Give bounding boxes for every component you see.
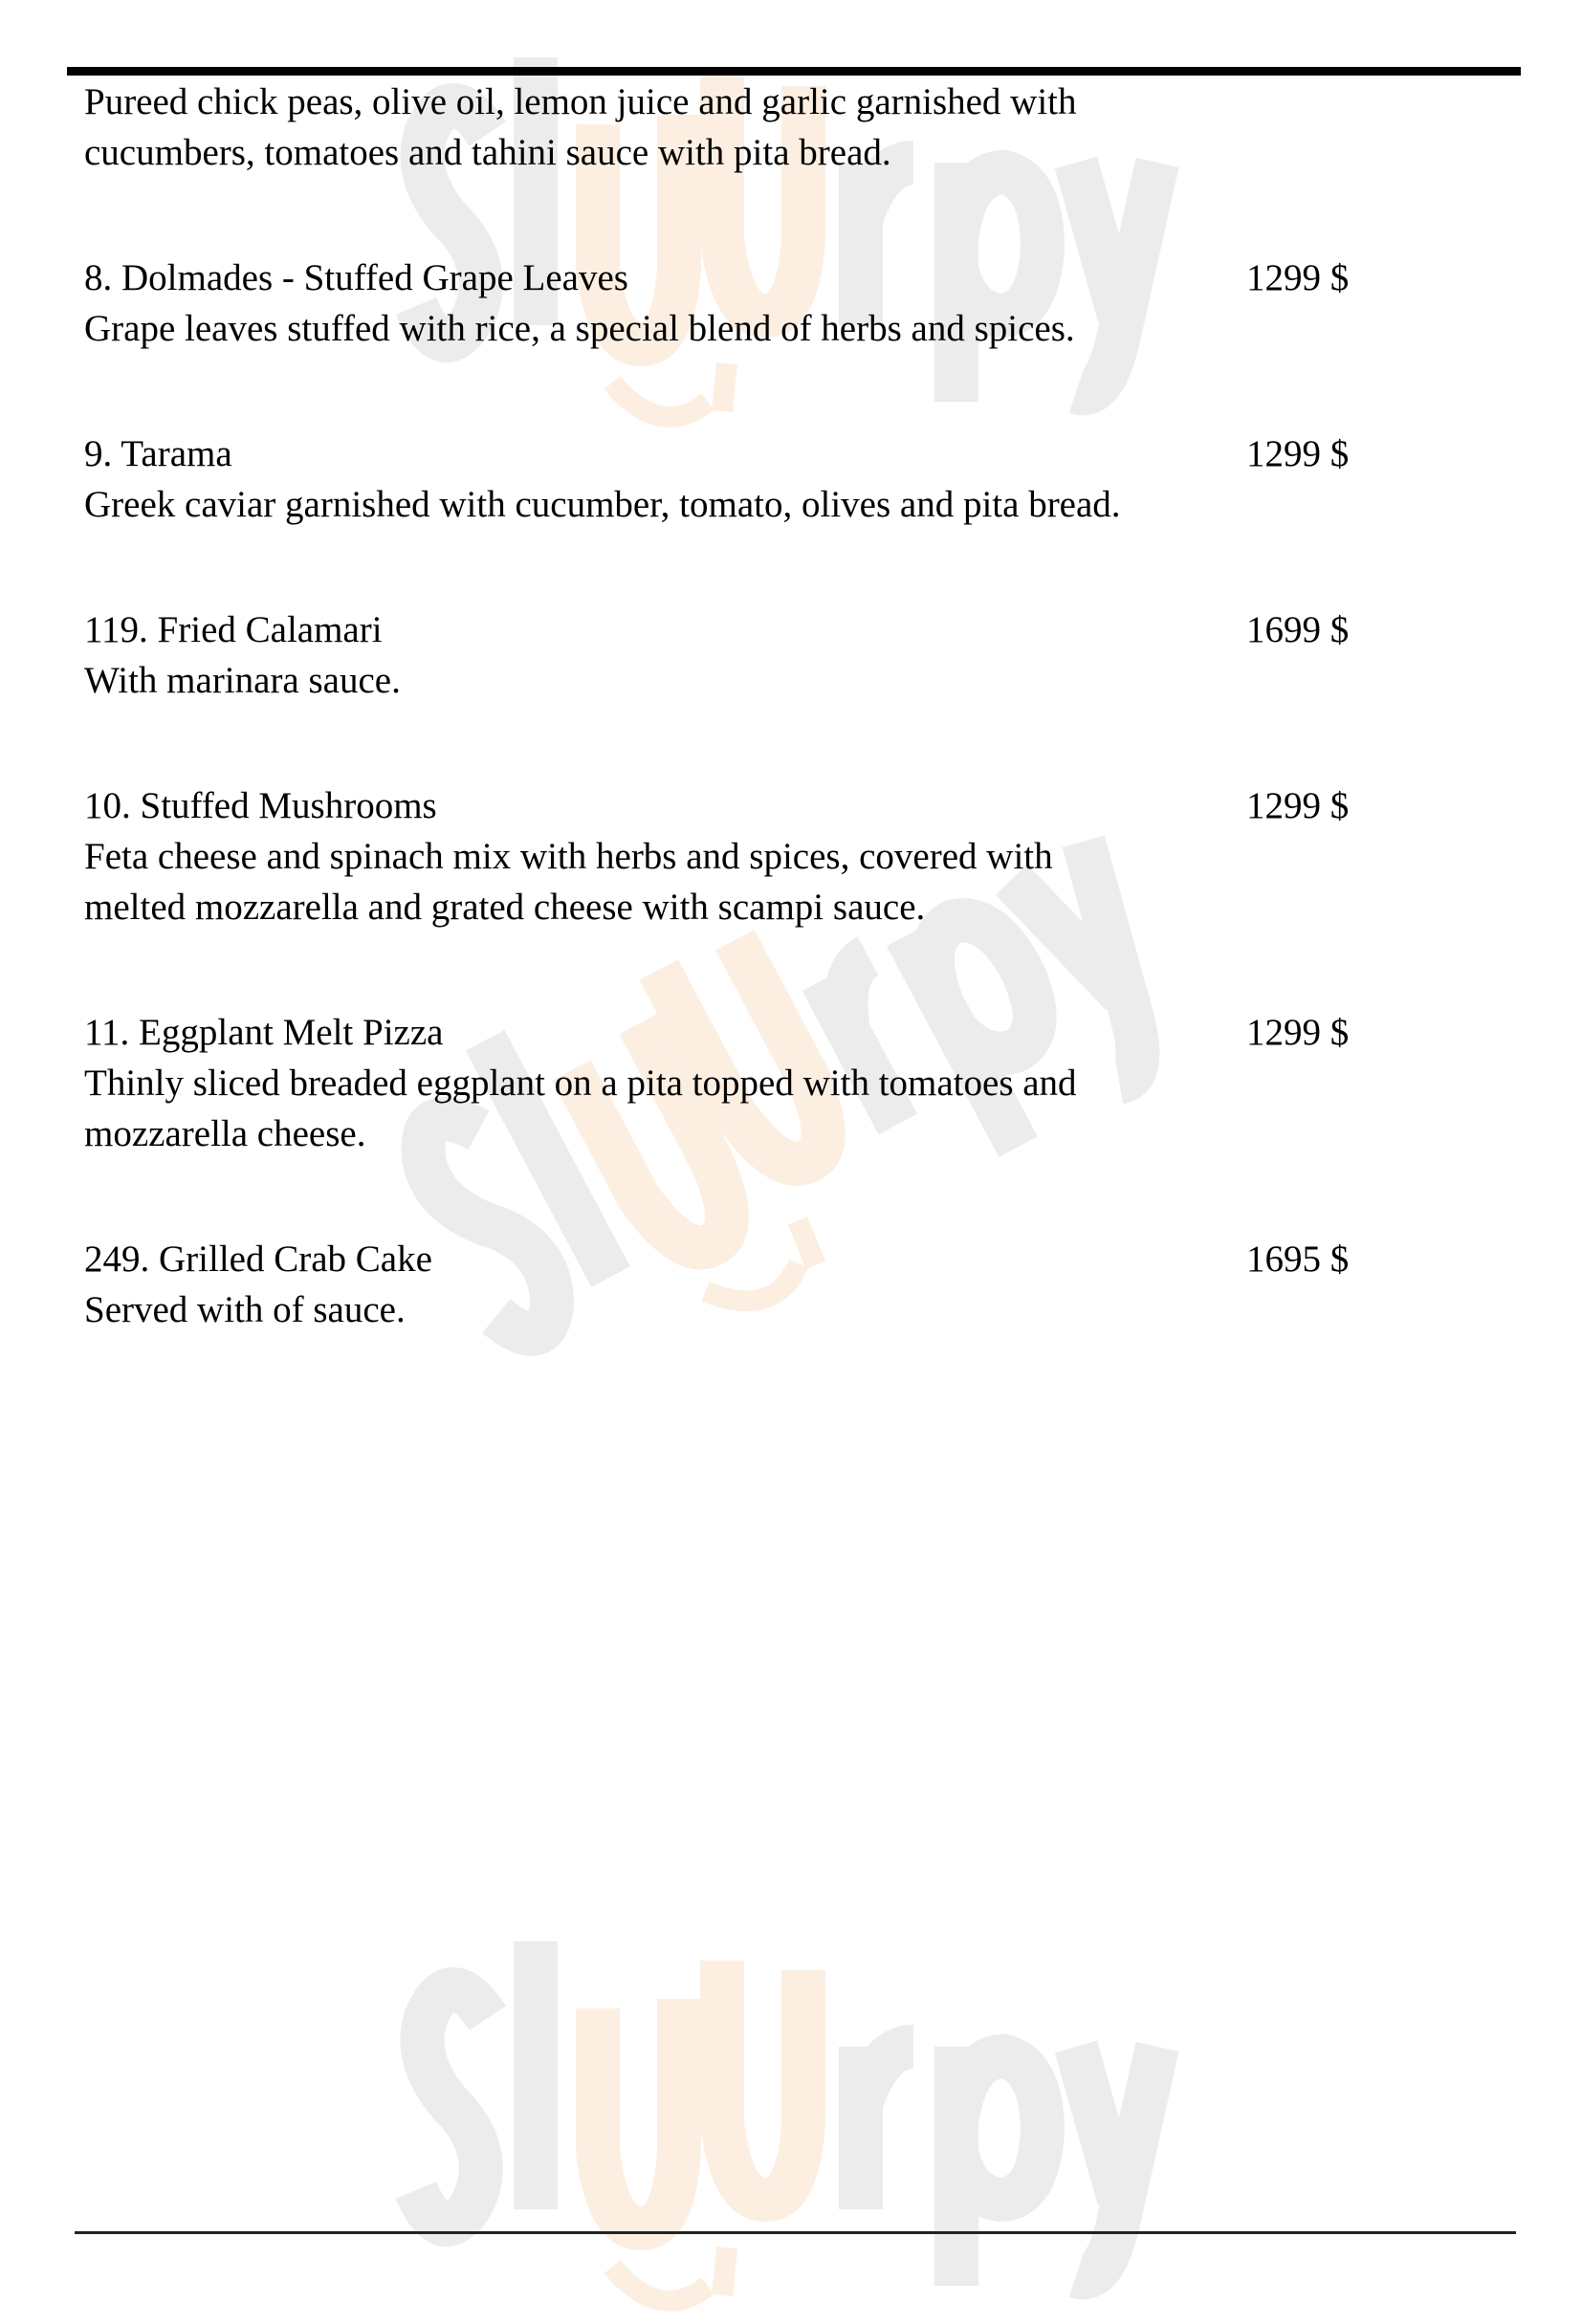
item-title: 10. Stuffed Mushrooms xyxy=(84,785,437,826)
menu-list xyxy=(84,77,1471,1410)
item-price: 1695 $ xyxy=(1246,1239,1350,1280)
menu-item xyxy=(84,428,1471,530)
menu-item xyxy=(84,1007,1471,1159)
item-description: With marinara sauce. xyxy=(84,660,401,701)
item-description: cucumbers, tomatoes and tahini sauce with pita bread. xyxy=(84,132,891,173)
item-description: Pureed chick peas, olive oil, lemon juice and garlic garnished with xyxy=(84,81,1077,122)
item-price: 1299 $ xyxy=(1246,785,1350,826)
menu-item xyxy=(84,604,1471,706)
item-price: 1299 $ xyxy=(1246,257,1350,298)
item-description: Served with of sauce. xyxy=(84,1289,406,1330)
item-description: Thinly sliced breaded eggplant on a pita topped with tomatoes and xyxy=(84,1063,1077,1104)
bottom-divider xyxy=(75,2231,1516,2234)
item-price: 1299 $ xyxy=(1246,433,1350,474)
item-price: 1299 $ xyxy=(1246,1012,1350,1053)
item-title: 119. Fried Calamari xyxy=(84,609,383,650)
menu-item xyxy=(84,252,1471,354)
item-description: Grape leaves stuffed with rice, a special blend of herbs and spices. xyxy=(84,308,1075,349)
item-title: 11. Eggplant Melt Pizza xyxy=(84,1012,444,1053)
menu-item xyxy=(84,77,1471,178)
item-description: mozzarella cheese. xyxy=(84,1113,366,1154)
top-divider xyxy=(67,67,1521,76)
item-title: 8. Dolmades - Stuffed Grape Leaves xyxy=(84,257,628,298)
item-price: 1699 $ xyxy=(1246,609,1350,650)
menu-item xyxy=(84,780,1471,932)
menu-item xyxy=(84,1234,1471,1335)
item-description: Feta cheese and spinach mix with herbs and spices, covered with xyxy=(84,836,1053,877)
item-description: melted mozzarella and grated cheese with scampi sauce. xyxy=(84,887,926,928)
item-title: 249. Grilled Crab Cake xyxy=(84,1239,432,1280)
item-description: Greek caviar garnished with cucumber, tomato, olives and pita bread. xyxy=(84,484,1121,525)
item-title: 9. Tarama xyxy=(84,433,232,474)
watermark-logo xyxy=(392,1903,1196,2324)
